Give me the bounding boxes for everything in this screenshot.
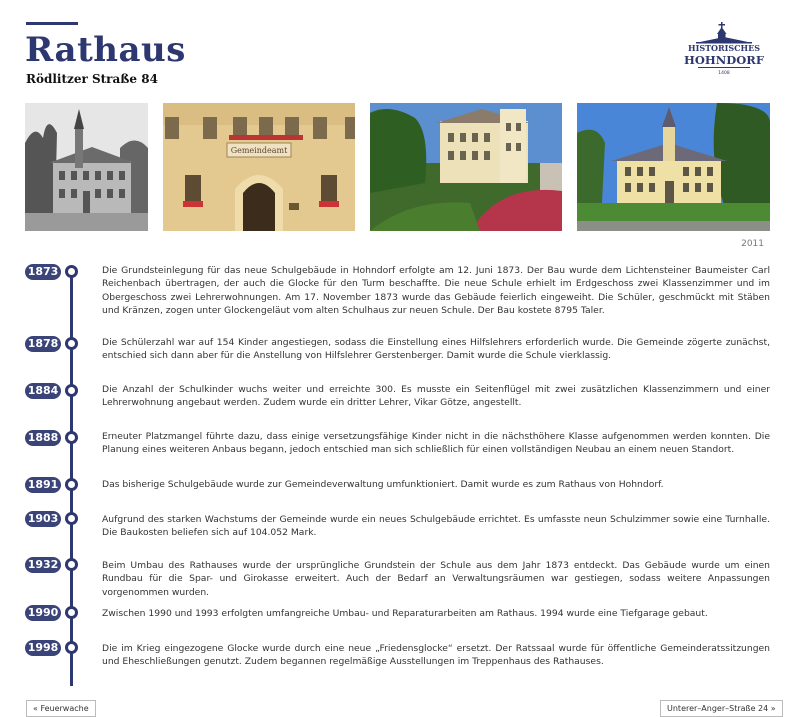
entry-text: Die Schülerzahl war auf 154 Kinder angestiegen, sodass die Einstellung eines Hilfslehrers erforderlich wurde. Die Gemeinde zögerte zunächst, entschied sich dann aber für die Anstellung von Hilfslehrer Gerstenberger. Damit wurde die Schule vierklassig. xyxy=(102,337,770,362)
entry-text: Die Anzahl der Schulkinder wuchs weiter und erreichte 300. Es musste ein Seitenflügel mit zwei zusätzlichen Klassenzimmern und einer Lehrerwohnung angebaut werden. Zudem wurde ein dritter Lehrer, Vikar Götze, angestellt. xyxy=(102,384,770,409)
entry-text: Das bisherige Schulgebäude wurde zur Gemeindeverwaltung umfunktioniert. Damit wurde es zum Rathaus von Hohndorf. xyxy=(102,479,664,490)
page-subtitle: Rödlitzer Straße 84 xyxy=(26,72,158,86)
entry-text: Aufgrund des starken Wachstums der Gemeinde wurde ein neues Schulgebäude errichtet. Es umfasste neun Schulzimmer sowie eine Turnhalle. Die Baukosten beliefen sich auf 104.052 Mark. xyxy=(102,514,770,539)
year-badge: 1888 xyxy=(25,430,61,446)
year-badge: 1878 xyxy=(25,336,61,352)
year-badge: 1998 xyxy=(25,640,61,656)
year-badge: 1990 xyxy=(25,605,61,621)
year-badge: 1932 xyxy=(25,557,61,573)
entry-text: Die im Krieg eingezogene Glocke wurde durch eine neue „Friedensglocke“ ersetzt. Der Ratssaal wurde für öffentliche Gemeinderatssitzungen und Eheschließungen genutzt. Zudem begannen regelmäßige Ausstellungen im Treppenhaus des Rathauses. xyxy=(102,643,770,668)
entry-text: Erneuter Platzmangel führte dazu, dass einige versetzungsfähige Kinder nicht in die nächsthöhere Klasse aufgenommen werden konnten. Die Planung eines weiteren Anbaus begann, jedoch entschied man sich schließlich für einen vollständigen Neubau an einem neuen Standort. xyxy=(102,431,770,456)
logo-small-text: 1408 xyxy=(718,71,730,76)
timeline-dot xyxy=(65,431,78,444)
year-badge: 1884 xyxy=(25,383,61,399)
prev-page-button[interactable]: « Feuerwache xyxy=(26,700,96,717)
page-title: Rathaus xyxy=(25,30,186,70)
photo-rathaus-tower[interactable] xyxy=(577,103,770,231)
year-badge: 1891 xyxy=(25,477,61,493)
title-rule xyxy=(26,22,78,25)
timeline-dot xyxy=(65,384,78,397)
logo-line2: HOHNDORF xyxy=(684,53,764,67)
timeline-dot xyxy=(65,512,78,525)
entry-text: Die Grundsteinlegung für das neue Schulgebäude in Hohndorf erfolgte am 12. Juni 1873. Der Bau wurde dem Lichtensteiner Baumeister Carl Reichenbach übertragen, der auch die Glocke für den Turm beschaffte. Die neue Schule erhielt im Erdgeschoss zwei Klassenzimmer und im Obergeschoss zwei Lehrerwohnungen. Am 17. November 1873 wurde das Gebäude feierlich eingeweiht. Die Schüler, geschmückt mit Stäben und Kränzen, zogen unter Glockengeläut vom alten Schulhaus zur neuen Schule. Der Bau kostete 8795 Taler. xyxy=(102,265,770,317)
next-page-button[interactable]: Unterer–Anger–Straße 24 » xyxy=(660,700,783,717)
timeline-line xyxy=(70,268,73,686)
entry-text: Zwischen 1990 und 1993 erfolgten umfangreiche Umbau- und Reparaturarbeiten am Rathaus. 1994 wurde eine Tiefgarage gebaut. xyxy=(102,608,708,619)
photo-gallery xyxy=(25,103,770,231)
church-icon xyxy=(684,20,764,76)
timeline-dot xyxy=(65,641,78,654)
photo-historic-school[interactable] xyxy=(25,103,148,231)
entry-text: Beim Umbau des Rathauses wurde der ursprüngliche Grundstein der Schule aus dem Jahr 1873 entdeckt. Das Gebäude wurde um einen Rundbau für die Spar- und Girokasse erweitert. Auch der Bedarf an Verwaltungsräumen war gestiegen, sodass weitere Anpassungen vorgenommen wurden. xyxy=(102,560,770,598)
photo-summer-view[interactable] xyxy=(370,103,562,231)
timeline-dot xyxy=(65,606,78,619)
historisches-hohndorf-logo[interactable] xyxy=(684,20,764,76)
timeline-dot xyxy=(65,337,78,350)
entrance-sign: Gemeindeamt xyxy=(230,146,288,155)
photo-year-caption: 2011 xyxy=(741,239,764,249)
logo-line1: HISTORISCHES xyxy=(688,43,760,53)
timeline-dot xyxy=(65,265,78,278)
photo-entrance[interactable] xyxy=(163,103,355,231)
timeline-dot xyxy=(65,558,78,571)
timeline-dot xyxy=(65,478,78,491)
year-badge: 1873 xyxy=(25,264,61,280)
year-badge: 1903 xyxy=(25,511,61,527)
